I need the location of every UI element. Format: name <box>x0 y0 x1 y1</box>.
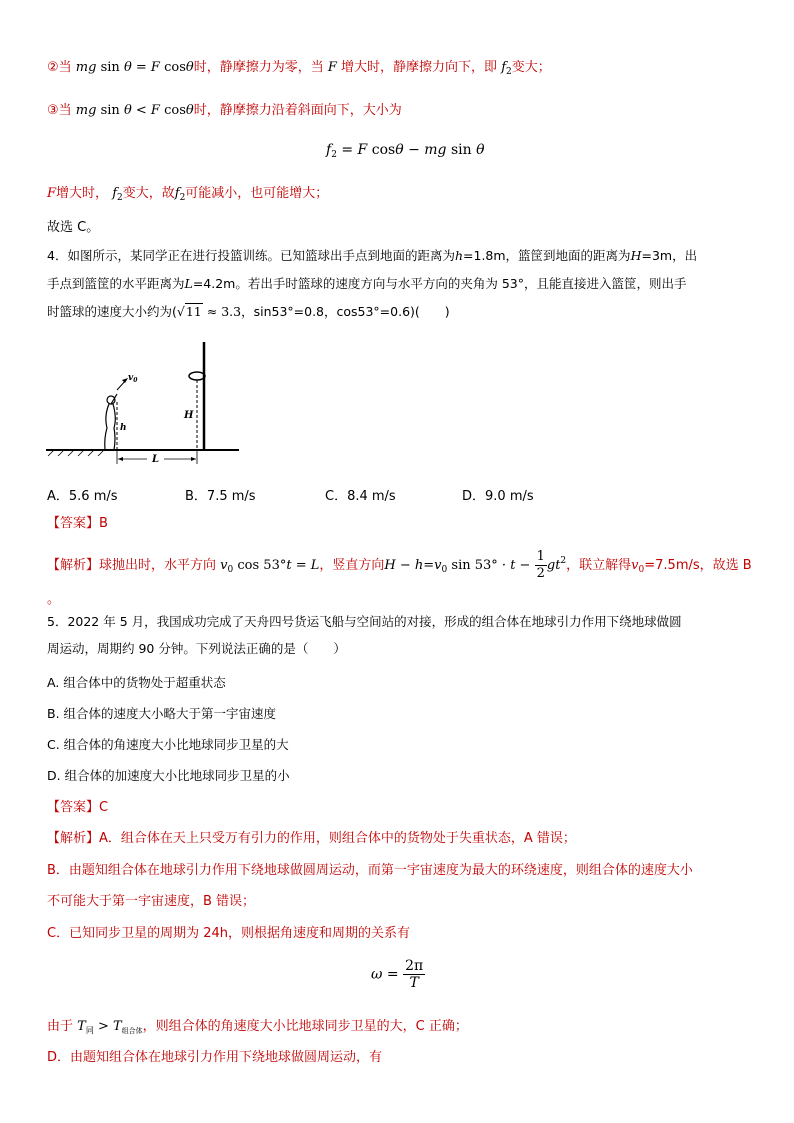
q5-option-d: D. 组合体的加速度大小比地球同步卫星的小 <box>47 768 290 783</box>
math-v-sub: 0 <box>441 565 448 575</box>
math-f: f <box>174 186 180 201</box>
math-cos: cos <box>164 60 186 75</box>
math-F: F <box>327 60 337 75</box>
math-gt: gt <box>546 558 561 573</box>
label-L: L <box>152 454 160 465</box>
case-2-number: ②当 <box>47 60 72 75</box>
math-f: f <box>326 142 332 158</box>
math-H: H <box>630 248 642 263</box>
math-theta-minus-mg: θ − mg <box>395 142 447 158</box>
math-dot-t: · t − <box>497 558 531 573</box>
conclusion-text-3: 可能减小，也可能增大； <box>185 186 329 201</box>
q4-analysis-tail: 。 <box>47 592 61 607</box>
math-eq-L: = L <box>291 558 320 573</box>
math-f-sub: 2 <box>506 67 512 77</box>
q4-text: =3m，出 <box>641 248 698 263</box>
math-L: L <box>184 276 193 291</box>
q4-analysis <box>47 549 752 582</box>
q4-text: ，sin53°=0.8，cos53°=0.6)( ) <box>241 304 450 319</box>
L-arrow-left <box>118 457 123 461</box>
q5-analysis-b1: B．由题知组合体在地球引力作用下绕地球做圆周运动，而第一宇宙速度为最大的环绕速度，则组合体的速度大小 <box>47 863 693 878</box>
q5-line-2: 周运动，周期约 90 分钟。下列说法正确的是（ ） <box>47 641 346 656</box>
math-f-sub: 2 <box>331 150 337 160</box>
q4-line-3: 时篮球的速度大小约为(√11 ≈ 3.3，sin53°=0.8，cos53°=0.6)( ) <box>47 304 450 319</box>
person <box>105 394 117 450</box>
math-omega: ω <box>371 966 383 983</box>
hoop <box>189 372 205 380</box>
math-mg: mg <box>75 103 97 118</box>
math-approx: ≈ 3.3 <box>206 304 242 319</box>
math-theta-eq-F: θ = F <box>123 60 160 75</box>
math-eq: = <box>386 966 399 983</box>
q5-analysis-d: D．由题知组合体在地球引力作用下绕地球做圆周运动，有 <box>47 1050 383 1065</box>
math-sin53: sin 53° <box>451 558 498 573</box>
q4-text: =1.8m，篮筐到地面的距离为 <box>463 248 631 263</box>
math-half: $\frac{1}{2}$ <box>536 549 545 581</box>
math-h: h <box>454 248 464 263</box>
case-3-number: ③当 <box>47 103 72 118</box>
math-eq: = <box>423 558 435 573</box>
math-theta: θ <box>185 60 194 75</box>
math-cos: cos <box>164 103 186 118</box>
basketball-figure <box>44 340 244 470</box>
q4-text: 手点到篮筐的水平距离为 <box>47 276 185 291</box>
case-2-line <box>47 59 551 81</box>
case-2-text-3: 变大； <box>511 60 551 75</box>
q5-option-b: B. 组合体的速度大小略大于第一宇宙速度 <box>47 706 277 721</box>
q4-line-1 <box>47 247 697 265</box>
math-t: t <box>286 558 292 573</box>
conclusion-text-2: 变大，故 <box>122 186 175 201</box>
q4-option-b: B．7.5 m/s <box>185 489 256 504</box>
q4-line-2 <box>47 275 687 293</box>
q4-answer <box>47 515 108 533</box>
q5-since-line <box>47 1018 468 1040</box>
math-sin: sin <box>100 60 120 75</box>
math-v-sub: 0 <box>227 565 234 575</box>
math-f: f <box>501 60 506 75</box>
math-T-sub: 组合体 <box>121 1027 143 1035</box>
label-H: H <box>184 410 194 421</box>
case-2-text-2: 增大时，静摩擦力向下，即 <box>341 60 498 75</box>
math-v: v <box>434 558 442 573</box>
q4-text: 4．如图所示，某同学正在进行投篮训练。已知篮球出手点到地面的距离为 <box>47 248 455 263</box>
since-text: ，则组合体的角速度大小比地球同步卫星的大，C 正确； <box>142 1019 468 1034</box>
q5-option-c: C. 组合体的角速度大小比地球同步卫星的大 <box>47 737 289 752</box>
math-gt: > <box>93 1019 113 1034</box>
formula-f2 <box>326 142 485 160</box>
math-f-sub: 2 <box>117 193 123 203</box>
analysis-text: ，联立解得 <box>566 558 632 573</box>
math-f-sub: 2 <box>179 193 186 203</box>
math-H-minus-h: H − h <box>384 558 424 573</box>
q5-line-1: 5．2022 年 5 月，我国成功完成了天舟四号货运飞船与空间站的对接，形成的组合体在地球引力作用下绕地球做圆 <box>47 614 682 629</box>
math-theta: θ <box>185 103 194 118</box>
math-sin: sin <box>100 103 120 118</box>
math-sin: sin <box>450 142 472 158</box>
q5-answer: 【答案】C <box>47 800 109 815</box>
q5-analysis-a: 【解析】A．组合体在天上只受万有引力的作用，则组合体中的货物处于失重状态，A 错误； <box>47 831 576 846</box>
q4-text: =4.2m。若出手时篮球的速度方向与水平方向的夹角为 53°，且能直接进入篮筐，则出手 <box>192 276 687 291</box>
L-arrow-right <box>191 457 196 461</box>
q4-option-d: D．9.0 m/s <box>462 489 534 504</box>
q5-option-a: A. 组合体中的货物处于超重状态 <box>47 675 226 690</box>
q4-answer-text: 【答案】B <box>47 516 108 531</box>
conclusion-text-1: 增大时， <box>56 186 109 201</box>
analysis-text: 【解析】球抛出时，水平方向 <box>47 558 217 573</box>
case-3-text-1: 时，静摩擦力沿着斜面向下，大小为 <box>193 103 402 118</box>
math-eq-F: = F <box>336 142 368 158</box>
math-cos53: cos 53° <box>237 558 287 573</box>
analysis-text: =7.5m/s，故选 B <box>644 558 752 573</box>
since-text: 由于 <box>47 1019 74 1034</box>
math-mg: mg <box>75 60 97 75</box>
q5-analysis-b2: 不可能大于第一宇宙速度，B 错误； <box>47 894 256 909</box>
math-T-sub: 同 <box>85 1026 94 1035</box>
math-v-sub: 0 <box>638 565 645 575</box>
q4-option-c: C．8.4 m/s <box>325 489 396 504</box>
q3-answer: 故选 C。 <box>47 220 100 235</box>
math-f: f <box>112 186 117 201</box>
math-F: F <box>47 186 57 201</box>
math-gt-sup: 2 <box>560 556 567 566</box>
math-theta-lt-F: θ < F <box>123 103 160 118</box>
math-theta: θ <box>476 142 485 158</box>
math-v: v <box>631 558 639 573</box>
math-cos: cos <box>371 142 396 158</box>
q4-text: 时篮球的速度大小约为( <box>47 304 177 319</box>
case-3-line <box>47 102 402 120</box>
math-sqrt-11: 11 <box>185 304 202 319</box>
math-T: T <box>113 1019 122 1034</box>
formula-omega <box>371 958 425 991</box>
q4-option-a: A．5.6 m/s <box>47 489 118 504</box>
label-h: h <box>120 423 127 433</box>
case-2-text-1: 时，静摩擦力为零，当 <box>193 60 324 75</box>
math-T: T <box>77 1019 86 1034</box>
label-v0: $v_0$ <box>128 373 138 384</box>
case-3-conclusion <box>47 185 328 207</box>
math-v: v <box>220 558 228 573</box>
q5-analysis-c: C．已知同步卫星的周期为 24h，则根据角速度和周期的关系有 <box>47 926 410 941</box>
analysis-text: ，竖直方向 <box>319 558 385 573</box>
math-2pi-over-T: $\frac{2\pi}{T}$ <box>405 958 424 991</box>
